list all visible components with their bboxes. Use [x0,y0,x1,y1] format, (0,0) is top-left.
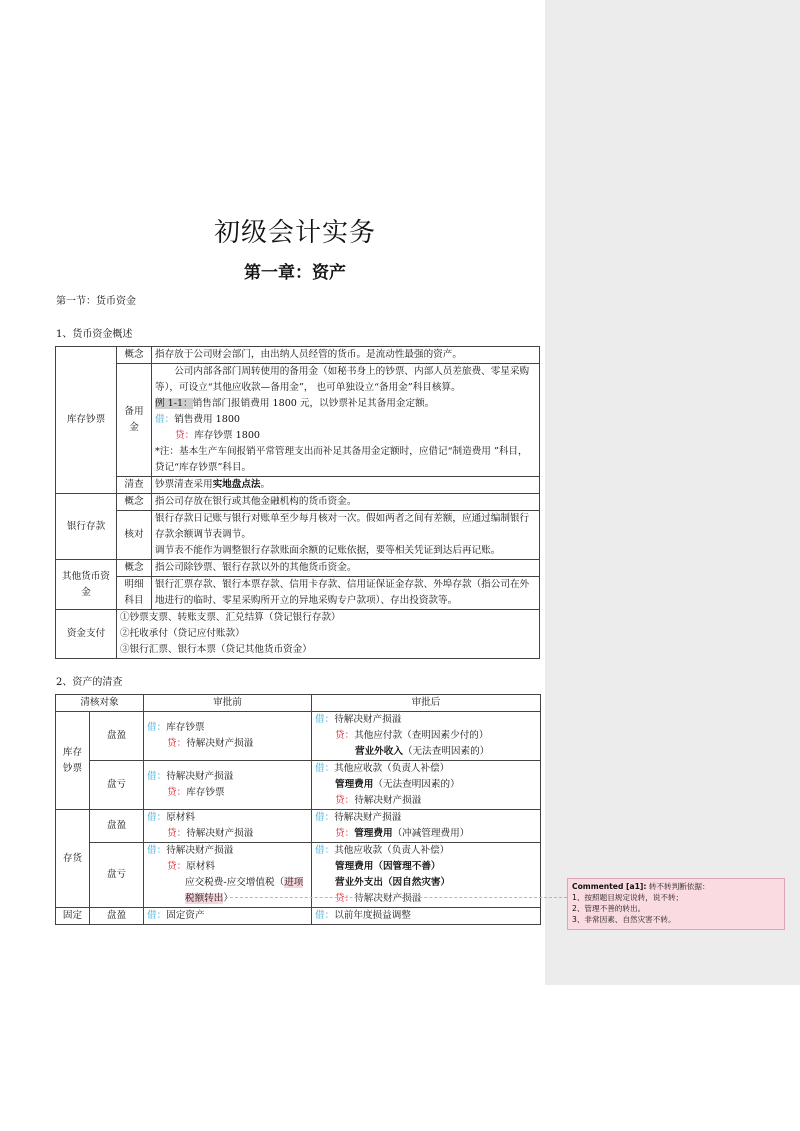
credit-mark: 贷： [335,828,355,839]
entry: 待解决财产损溢 [334,714,402,725]
entry: 待解决财产损溢 [354,795,422,806]
bank-label: 银行存款 [56,494,117,560]
comment-pane [545,0,800,985]
comment-line-2: 2、管理不善的转出。 [572,904,646,913]
entry: 固定资产 [166,910,205,921]
example-tag: 例 1-1： [155,398,193,409]
debit-mark: 借： [315,763,335,774]
entry: 管理费用 [335,779,374,790]
entry: 待解决财产损溢 [186,738,254,749]
check-method: 实地盘点法 [212,479,261,490]
debit-mark: 借： [315,910,335,921]
example-debit [155,412,536,428]
entry: 营业外收入 [355,746,403,757]
cash-shortage: 盘亏 [90,761,144,810]
entry: 库存钞票 [166,722,205,733]
inv-surplus: 盘盈 [90,810,144,843]
header-before: 审批前 [144,695,312,712]
monetary-funds-table [55,346,540,659]
chapter-heading: 第一章：资产 [244,263,346,283]
debit-mark: 借： [147,845,167,856]
debit-mark: 借： [147,722,167,733]
commented-text[interactable]: 进项税额转出 [185,877,304,904]
debit-mark: 借： [147,771,167,782]
section-heading: 第一节：货币资金 [56,296,136,307]
comment-author: Commented [a1]: [572,882,647,891]
entry: 其他应付款（查明因素少付的） [354,730,489,741]
inventory-object: 存货 [56,810,90,908]
payment-3: ③银行汇票、银行本票（贷记其他货币资金） [120,644,312,655]
payment-2: ②托收承付（贷记应付账款） [120,628,245,639]
inv-surplus-after [312,810,541,843]
entry-note: （无法查明因素的） [402,746,490,757]
comment-title: 转不转判断依据： [646,882,710,891]
note-line [155,444,536,476]
debit-mark: 借： [315,845,335,856]
debit-mark: 借： [155,414,175,425]
detail-label: 明细科目 [117,577,152,610]
comment-balloon[interactable] [567,878,785,930]
check-text-a: 钞票清查采用 [155,479,213,490]
entry: 管理费用（因管理不善） [335,861,441,872]
entry: 待解决财产损溢 [354,893,422,904]
credit-entry: 库存钞票 1800 [194,430,261,441]
asset-check-table [55,694,541,925]
entry: 待解决财产损溢 [166,771,234,782]
entry: 应交税费-应交增值税（ [185,877,285,888]
check-end: 。 [260,479,271,490]
credit-mark: 贷： [167,787,187,798]
reconcile-1: 银行存款日记账与银行对账单至少每月核对一次。假如两者之间有差额，应通过编制银行存款余额调节表调节。 [155,513,530,540]
payment-1: ①钞票支票、转账支票、汇兑结算（贷记银行存款） [120,612,341,623]
reconcile-2: 调节表不能作为调整银行存款账面余额的记账依据，要等相关凭证到达后再记账。 [155,545,501,556]
entry: 原材料 [186,861,215,872]
entry: 营业外支出（因自然灾害） [335,877,451,888]
cash-concept: 指存放于公司财会部门，由出纳人员经管的货币。是流动性最强的资产。 [152,347,540,364]
entry: 其他应收款（负责人补偿） [334,763,450,774]
check-text [152,477,540,494]
example-credit [155,428,536,444]
detail-text: 银行汇票存款、银行本票存款、信用卡存款、信用证保证金存款、外埠存款（指公司在外地进行的临时、零星采购所开立的异地采购专户款项）、存出投资款等。 [152,577,540,610]
entry-note: （无法查明因素的） [373,779,460,790]
credit-mark: 贷： [167,828,187,839]
cash-shortage-before [144,761,312,810]
cash-surplus-before [144,712,312,761]
other-funds-label: 其他货币资金 [56,560,117,610]
check-label: 清查 [117,477,152,494]
imprest-cell [152,364,540,477]
cash-surplus: 盘盈 [90,712,144,761]
reconcile-label: 核对 [117,511,152,560]
other-concept: 指公司除钞票、银行存款以外的其他货币资金。 [152,560,540,577]
document-title: 初级会计实务 [213,218,376,248]
note-tag: *注： [155,446,179,457]
entry-note: （冲减管理费用） [392,828,470,839]
debit-mark: 借： [315,714,335,725]
reconcile-cell [152,511,540,560]
entry: 待解决财产损溢 [166,845,234,856]
header-object: 清核对象 [56,695,144,712]
other-concept-label: 概念 [117,560,152,577]
credit-mark: 贷： [335,730,355,741]
subheading-2: 2、资产的清查 [56,677,123,688]
debit-mark: 借： [147,910,167,921]
subheading-1: 1、货币资金概述 [56,329,133,340]
entry: 以前年度损益调整 [334,910,411,921]
example-line [155,396,536,412]
cash-object: 库存钞票 [56,712,90,810]
imprest-label: 备用金 [117,364,152,477]
fixed-before [144,908,312,925]
cash-surplus-after [312,712,541,761]
credit-mark: 贷： [167,861,187,872]
entry: 待解决财产损溢 [334,812,402,823]
entry: 管理费用 [354,828,393,839]
entry: 原材料 [166,812,195,823]
header-after: 审批后 [312,695,541,712]
cash-label: 库存钞票 [56,347,117,494]
credit-mark: 贷： [335,795,355,806]
entry: 待解决财产损溢 [186,828,254,839]
comment-line-1: 1、按照题目规定说转，说不转； [572,893,684,902]
fixed-after [312,908,541,925]
cash-shortage-after [312,761,541,810]
entry-end: ） [223,893,233,904]
payment-cell [117,610,540,659]
note-text: 基本生产车间报销平常管理支出而补足其备用金定额时，应借记“制造费用 ”科目，贷记“库存钞票”科目。 [155,446,528,473]
credit-mark: 贷： [167,738,187,749]
bank-concept-label: 概念 [117,494,152,511]
debit-mark: 借： [147,812,167,823]
imprest-text: 公司内部各部门周转使用的备用金（如秘书身上的钞票、内部人员差旅费、零星采购等），可设立“其他应收款—备用金”， 也可单独设立“备用金”科目核算。 [155,366,530,393]
credit-mark: 贷： [335,893,355,904]
bank-concept: 指公司存放在银行或其他金融机构的货币资金。 [152,494,540,511]
example-text: 销售部门报销费用 1800 元，以钞票补足其备用金定额。 [192,398,435,409]
fixed-surplus: 盘盈 [90,908,144,925]
comment-connector [205,897,567,898]
inv-surplus-before [144,810,312,843]
inv-shortage: 盘亏 [90,843,144,908]
debit-entry: 销售费用 1800 [174,414,241,425]
concept-label: 概念 [117,347,152,364]
entry: 其他应收款（负责人补偿） [334,845,450,856]
fixed-object: 固定 [56,908,90,925]
payment-label: 资金支付 [56,610,117,659]
credit-mark: 贷： [175,430,195,441]
entry: 库存钞票 [186,787,225,798]
debit-mark: 借： [315,812,335,823]
comment-line-3: 3、非常因素、自然灾害不转。 [572,915,676,924]
